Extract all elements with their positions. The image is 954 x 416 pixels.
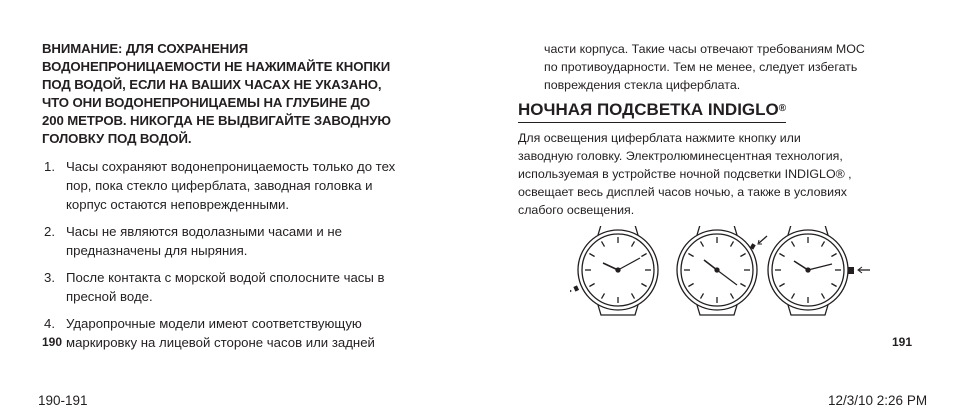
list-line: корпус остаются неповрежденными.: [66, 197, 290, 212]
warning-line: 200 МЕТРОВ. НИКОГДА НЕ ВЫДВИГАЙТЕ ЗАВОДНУЮ: [42, 113, 391, 128]
water-resistance-list: [42, 157, 442, 352]
heading-text: НОЧНАЯ ПОДСВЕТКА INDIGLO: [518, 100, 779, 119]
page-number-right: 191: [892, 335, 913, 349]
footer-page-range: 190-191: [38, 393, 88, 408]
list-number: 2.: [44, 224, 55, 239]
list-line: Часы не являются водолазными часами и не: [66, 224, 343, 239]
list-line: предназначены для ныряния.: [66, 243, 248, 258]
list-line: Ударопрочные модели имеют соответствующую: [66, 316, 362, 331]
list-item: [42, 268, 442, 306]
list-number: 3.: [44, 270, 55, 285]
section-heading: [518, 100, 786, 123]
continuation-text: [544, 40, 928, 94]
text-line: части корпуса. Такие часы отвечают требованиям МОС: [544, 42, 865, 56]
list-line: пор, пока стекло циферблата, заводная головка и: [66, 178, 373, 193]
indiglo-description: [518, 129, 928, 219]
list-number: 4.: [44, 316, 55, 331]
text-line: слабого освещения.: [518, 203, 635, 217]
text-line: заводную головку. Электролюминесцентная технология,: [518, 149, 843, 163]
watch-illustrations: [570, 226, 870, 318]
footer-timestamp: 12/3/10 2:26 PM: [828, 393, 928, 408]
warning-line: ВНИМАНИЕ: ДЛЯ СОХРАНЕНИЯ: [42, 41, 248, 56]
right-page: [518, 40, 928, 219]
registered-mark: ®: [778, 103, 787, 114]
list-line: пресной воде.: [66, 289, 153, 304]
warning-line: ЧТО ОНИ ВОДОНЕПРОНИЦАЕМЫ НА ГЛУБИНЕ ДО: [42, 95, 371, 110]
text-line: Для освещения циферблата нажмите кнопку или: [518, 131, 801, 145]
list-line: Часы сохраняют водонепроницаемость только до тех: [66, 159, 396, 174]
list-item: [42, 314, 442, 352]
text-line: освещает весь дисплей часов ночью, а также в условиях: [518, 185, 847, 199]
text-line: по противоударности. Тем не менее, следует избегать: [544, 60, 858, 74]
text-line: используемая в устройстве ночной подсветки INDIGLO® ,: [518, 167, 852, 181]
text-line: повреждения стекла циферблата.: [544, 78, 741, 92]
warning-line: ГОЛОВКУ ПОД ВОДОЙ.: [42, 131, 192, 146]
left-page: [42, 40, 442, 360]
warning-line: ПОД ВОДОЙ, ЕСЛИ НА ВАШИХ ЧАСАХ НЕ УКАЗАНО,: [42, 77, 382, 92]
watch-crown-right-icon: [768, 226, 870, 315]
list-line: маркировку на лицевой стороне часов или задней: [66, 335, 375, 350]
list-number: 1.: [44, 159, 55, 174]
watch-button-lower-left-icon: [570, 226, 658, 315]
water-warning: [42, 40, 442, 148]
warning-line: ВОДОНЕПРОНИЦАЕМОСТИ НЕ НАЖИМАЙТЕ КНОПКИ: [42, 59, 391, 74]
list-line: После контакта с морской водой сполосните часы в: [66, 270, 385, 285]
list-item: [42, 222, 442, 260]
page-number-left: 190: [42, 335, 63, 349]
watch-button-upper-right-icon: [677, 226, 767, 315]
list-item: [42, 157, 442, 214]
